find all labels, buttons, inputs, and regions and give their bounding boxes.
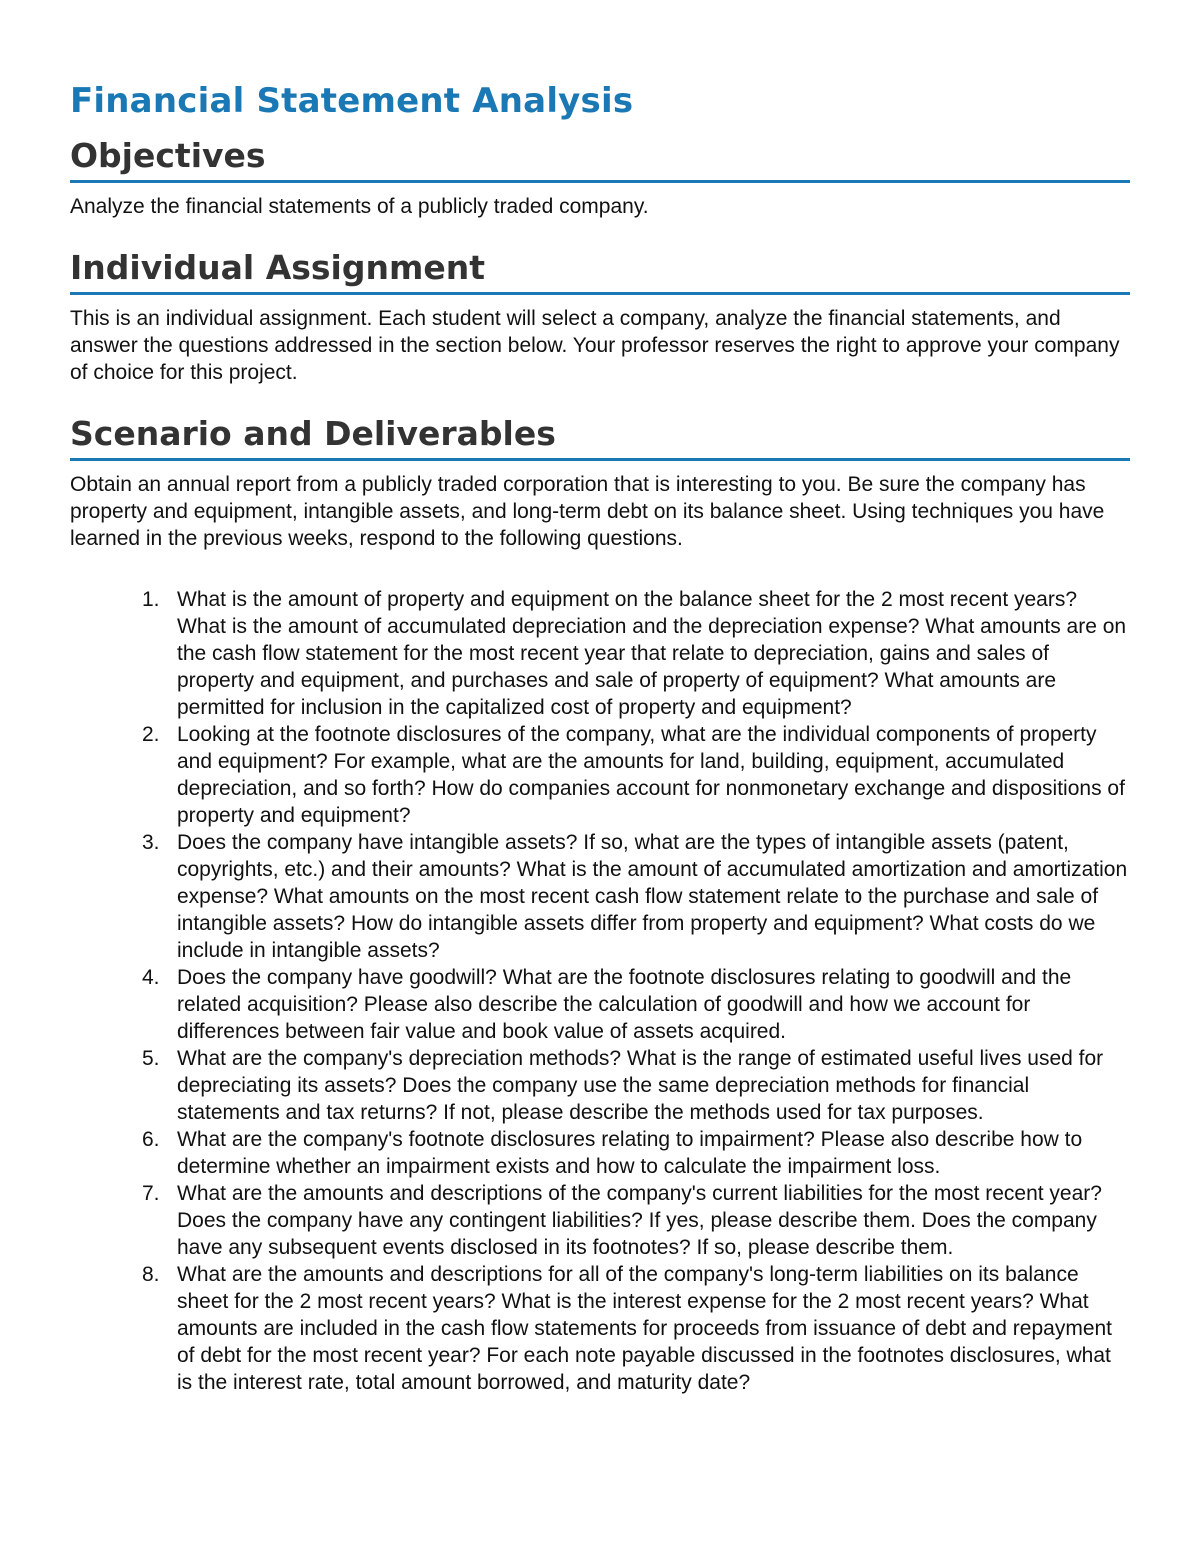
list-item-text: What are the company's depreciation methods? What is the range of estimated useful lives used for depreciating its assets? Does the company use the same depreciation methods for financial statements and tax returns? If not, please describe the methods used for tax purposes. bbox=[177, 1047, 1104, 1124]
list-item bbox=[70, 829, 1130, 964]
list-item bbox=[70, 586, 1130, 721]
list-item bbox=[70, 1261, 1130, 1396]
list-item-number: 6. bbox=[142, 1128, 160, 1151]
objectives-text: Analyze the financial statements of a publicly traded company. bbox=[70, 195, 649, 218]
list-item-text: What is the amount of property and equipment on the balance sheet for the 2 most recent years? What is the amount of accumulated depreciation and the depreciation expense? What amounts are on the cash flow statement for the most recent year that relate to depreciation, gains and sales of property and equipment, and purchases and sale of property of equipment? What amounts are permitted for inclusion in the capitalized cost of property and equipment? bbox=[177, 588, 1127, 719]
list-item-text: Looking at the footnote disclosures of the company, what are the individual components of property and equipment? For example, what are the amounts for land, building, equipment, accumulated depreciation, and so forth? How do companies account for nonmonetary exchange and dispositions of property and equipment? bbox=[177, 723, 1125, 827]
list-item-text: Does the company have goodwill? What are the footnote disclosures relating to goodwill and the related acquisition? Please also describe the calculation of goodwill and how we account for differences between fair value and book value of assets acquired. bbox=[177, 966, 1072, 1043]
list-item bbox=[70, 721, 1130, 829]
list-item bbox=[70, 1180, 1130, 1261]
list-item-number: 1. bbox=[142, 588, 160, 611]
scenario-deliverables-text: Obtain an annual report from a publicly traded corporation that is interesting to you. Be sure the company has property and equipment, intangible assets, and long-term debt on its balance sheet. Using techniques you have learned in the previous weeks, respond to the following questions. bbox=[70, 473, 1105, 550]
list-item-number: 4. bbox=[142, 966, 160, 989]
objectives-heading: Objectives bbox=[70, 134, 1130, 183]
list-item-number: 8. bbox=[142, 1263, 160, 1286]
questions-list bbox=[70, 586, 1130, 1396]
list-item-number: 5. bbox=[142, 1047, 160, 1070]
list-item-number: 3. bbox=[142, 831, 160, 854]
list-item-number: 7. bbox=[142, 1182, 160, 1205]
individual-assignment-text: This is an individual assignment. Each student will select a company, analyze the financial statements, and answer the questions addressed in the section below. Your professor reserves the right to approve your company of choice for this project. bbox=[70, 307, 1120, 384]
scenario-deliverables-heading: Scenario and Deliverables bbox=[70, 412, 1130, 461]
list-item-number: 2. bbox=[142, 723, 160, 746]
list-item bbox=[70, 1045, 1130, 1126]
list-item-text: What are the amounts and descriptions for all of the company's long-term liabilities on its balance sheet for the 2 most recent years? What is the interest expense for the 2 most recent years? What amounts are included in the cash flow statements for proceeds from issuance of debt and repayment of debt for the most recent year? For each note payable discussed in the footnotes disclosures, what is the interest rate, total amount borrowed, and maturity date? bbox=[177, 1263, 1113, 1394]
list-item bbox=[70, 1126, 1130, 1180]
list-item bbox=[70, 964, 1130, 1045]
list-item-text: What are the company's footnote disclosures relating to impairment? Please also describe how to determine whether an impairment exists and how to calculate the impairment loss. bbox=[177, 1128, 1083, 1178]
list-item-text: What are the amounts and descriptions of the company's current liabilities for the most recent year? Does the company have any contingent liabilities? If yes, please describe them. Does the company have any subsequent events disclosed in its footnotes? If so, please describe them. bbox=[177, 1182, 1102, 1259]
list-item-text: Does the company have intangible assets? If so, what are the types of intangible assets (patent, copyrights, etc.) and their amounts? What is the amount of accumulated amortization and amortization expense? What amounts on the most recent cash flow statement relate to the purchase and sale of intangible assets? How do intangible assets differ from property and equipment? What costs do we include in intangible assets? bbox=[177, 831, 1128, 962]
document-title: Financial Statement Analysis bbox=[70, 81, 634, 121]
document-page bbox=[70, 78, 1130, 1396]
individual-assignment-heading: Individual Assignment bbox=[70, 246, 1130, 295]
